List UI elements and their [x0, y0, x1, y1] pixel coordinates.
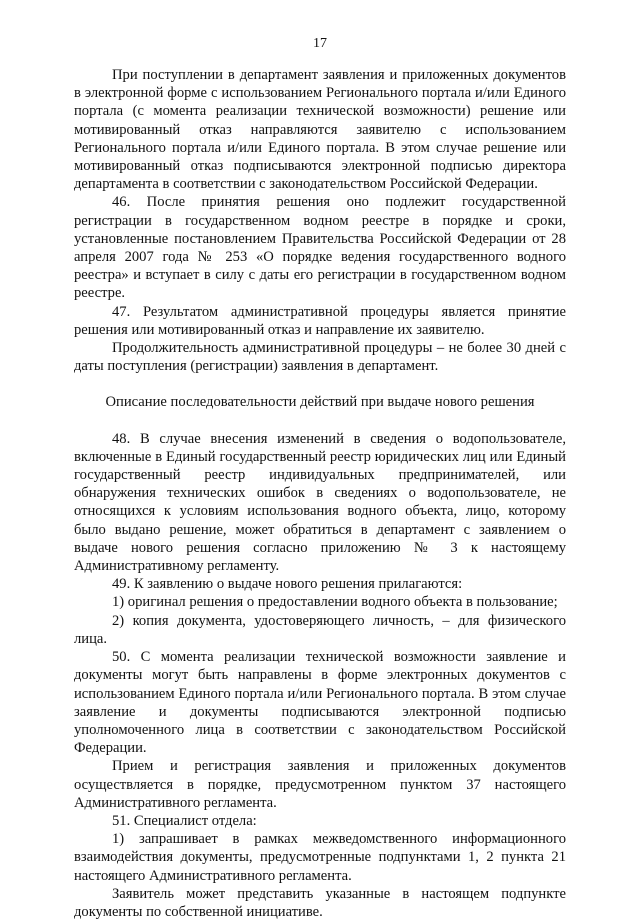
paragraph-own-initiative: Заявитель может представить указанные в настоящем подпункте документы по собственной инициативе. [74, 885, 566, 920]
list-item-49-1: 1) оригинал решения о предоставлении водного объекта в пользование; [112, 594, 558, 611]
list-item-49-2: 2) копия документа, удостоверяющего личность, – для физического лица. [74, 612, 566, 647]
paragraph-50: 50. С момента реализации технической возможности заявление и документы могут быть направлены в форме электронных документов с использованием Единого портала и/или Регионального портала. В этом случае заявление и документы подписываются электронной подписью уполномоченного лица в соответствии с законодательством Российской Федерации. [74, 649, 566, 757]
section-heading: Описание последовательности действий при выдаче нового решения [105, 394, 535, 411]
paragraph-registration: Прием и регистрация заявления и приложенных документов осуществляется в порядке, предусмотренном пунктом 37 настоящего Административного регламента. [74, 758, 566, 811]
paragraph-48: 48. В случае внесения изменений в сведения о водопользователе, включенные в Единый государственный реестр юридических лиц или Единый государственный реестр индивидуальных предпринимателей, или обнаружения технических ошибок в сведениях о водопользователе, не относящихся к условиям использования водного объекта, лицо, которому было выдано решение, может обратиться в департамент с заявлением о выдаче нового решения согласно приложению № 3 к настоящему Административному регламенту. [74, 430, 566, 575]
paragraph-46: 46. После принятия решения оно подлежит государственной регистрации в государственном водном реестре в порядке и сроки, установленные постановлением Правительства Российской Федерации от 28 апреля 2007 года № 253 «О порядке ведения государственного водного реестра» и вступает в силу с даты его регистрации в государственном водном реестре. [74, 194, 566, 302]
paragraph-49: 49. К заявлению о выдаче нового решения прилагаются: [112, 576, 463, 593]
paragraph-47: 47. Результатом административной процедуры является принятие решения или мотивированный отказ и направление их заявителю. [74, 303, 566, 338]
list-item-51-1: 1) запрашивает в рамках межведомственного информационного взаимодействия документы, предусмотренные подпунктами 1, 2 пункта 21 настоящего Административного регламента. [74, 831, 566, 884]
document-body [74, 66, 566, 921]
page-number: 17 [313, 36, 327, 51]
paragraph-duration: Продолжительность административной процедуры – не более 30 дней с даты поступления (регистрации) заявления в департамент. [74, 340, 566, 375]
paragraph-51: 51. Специалист отдела: [112, 812, 257, 829]
paragraph-electronic-response: При поступлении в департамент заявления и приложенных документов в электронной форме с использованием Регионального портала и/или Единого портала (с момента реализации технической возможности) решение или мотивированный отказ направляются заявителю с использованием Регионального портала и/или Единого портала. В этом случае решение или мотивированный отказ подписываются электронной подписью директора департамента в соответствии с законодательством Российской Федерации. [74, 67, 566, 193]
